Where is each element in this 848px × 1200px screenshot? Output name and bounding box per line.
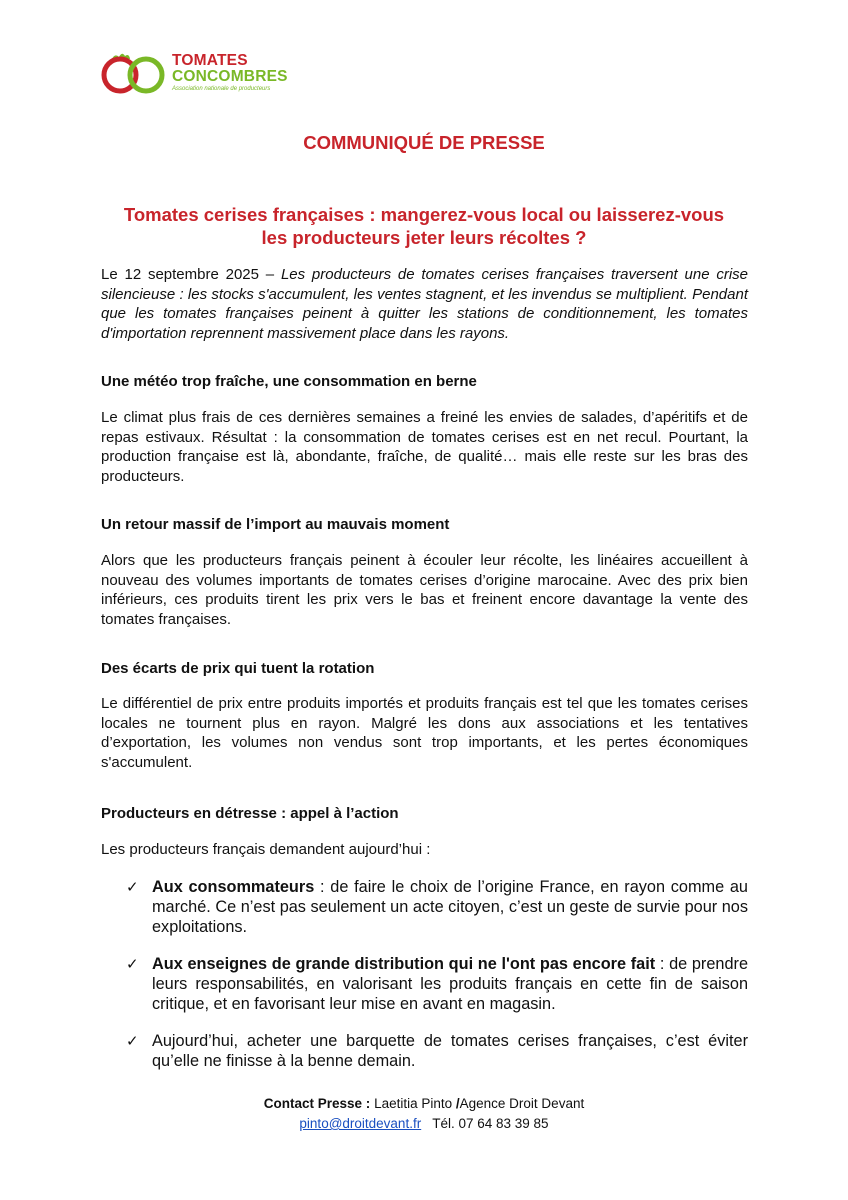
intro-paragraph xyxy=(101,265,748,343)
list-item-text: : de faire le choix de l’origine France, en rayon comme au marché. Ce n’est pas seulement un acte citoyen, c’est un geste de survie pour nos exploitations. xyxy=(152,878,748,936)
section-body: Alors que les producteurs français peinent à écouler leur récolte, les linéaires accueillent à nouveau des volumes importants de tomates cerises d’origine marocaine. Avec des prix bien inférieurs, ces produits tirent les prix vers le bas et freinent encore davantage la vente des tomates françaises. xyxy=(101,552,748,628)
section-heading: Une météo trop fraîche, une consommation en berne xyxy=(101,373,477,390)
list-item-text: : de prendre leurs responsabilités, en valorisant les produits français en cette fin de saison critique, et en favorisant leur mise en avant en magasin. xyxy=(152,955,748,1013)
logo-line-tomates: TOMATES xyxy=(172,52,248,69)
contact-email-link[interactable]: pinto@droitdevant.fr xyxy=(299,1116,422,1131)
section-heading: Un retour massif de l’import au mauvais moment xyxy=(101,516,450,533)
section-heading: Producteurs en détresse : appel à l’action xyxy=(101,805,399,822)
intro-date: Le 12 septembre 2025 – xyxy=(101,266,281,283)
checkmark-icon: ✓ xyxy=(126,1032,139,1050)
list-item xyxy=(126,877,748,937)
intro-text: Les producteurs de tomates cerises françaises traversent une crise silencieuse : les stocks s'accumulent, les ventes stagnent, et les invendus se multiplient. Pendant que les tomates françaises peinent à quitter les stations de conditionnement, les tomates d'importation reprennent massivement place dans les rayons. xyxy=(101,266,749,342)
list-item-text: Aujourd’hui, acheter une barquette de tomates cerises françaises, c’est éviter qu’elle ne finisse à la benne demain. xyxy=(152,1032,748,1070)
action-list xyxy=(126,877,748,937)
contact-line xyxy=(0,1094,848,1114)
contact-block xyxy=(0,1094,848,1134)
contact-details xyxy=(0,1114,848,1134)
contact-label: Contact Presse : xyxy=(263,1096,375,1111)
contact-name: Laetitia Pinto xyxy=(374,1096,456,1111)
contact-phone: Tél. 07 64 83 39 85 xyxy=(432,1116,549,1131)
section-body: Le climat plus frais de ces dernières semaines a freiné les envies de salades, d’apéritifs et de repas estivaux. Résultat : la consommation de tomates cerises est en net recul. Pourtant, la production française est là, abondante, fraîche, de qualité… mais elle reste sur les bras des producteurs. xyxy=(101,409,748,485)
logo-tagline: Association nationale de producteurs xyxy=(172,86,271,92)
section-heading: Des écarts de prix qui tuent la rotation xyxy=(101,660,375,677)
list-item-bold: Aux consommateurs xyxy=(152,878,315,896)
action-list xyxy=(126,1031,748,1071)
logo-line-concombres: CONCOMBRES xyxy=(172,68,288,85)
action-list xyxy=(126,954,748,1014)
checkmark-icon: ✓ xyxy=(126,955,139,973)
list-item-bold: Aux enseignes de grande distribution qui ne l'ont pas encore fait xyxy=(152,955,656,973)
press-release-title: COMMUNIQUÉ DE PRESSE xyxy=(303,132,545,153)
checkmark-icon: ✓ xyxy=(126,878,139,896)
contact-agency: Agence Droit Devant xyxy=(459,1096,585,1111)
list-item xyxy=(126,1031,748,1071)
tomato-cucumber-logo-icon xyxy=(100,50,170,96)
main-headline: Tomates cerises françaises : mangerez-vous local ou laisserez-vous les producteurs jeter leurs récoltes ? xyxy=(123,204,725,248)
contact-separator: / xyxy=(455,1096,460,1111)
logo xyxy=(100,50,300,96)
section-body: Les producteurs français demandent aujourd’hui : xyxy=(101,841,431,858)
section-body: Le différentiel de prix entre produits importés et produits français est tel que les tomates cerises locales ne tournent plus en rayon. Malgré les dons aux associations et les tentatives d’exportation, les volumes non vendus sont trop importants, et les pertes économiques s'accumulent. xyxy=(101,695,748,771)
list-item xyxy=(126,954,748,1014)
